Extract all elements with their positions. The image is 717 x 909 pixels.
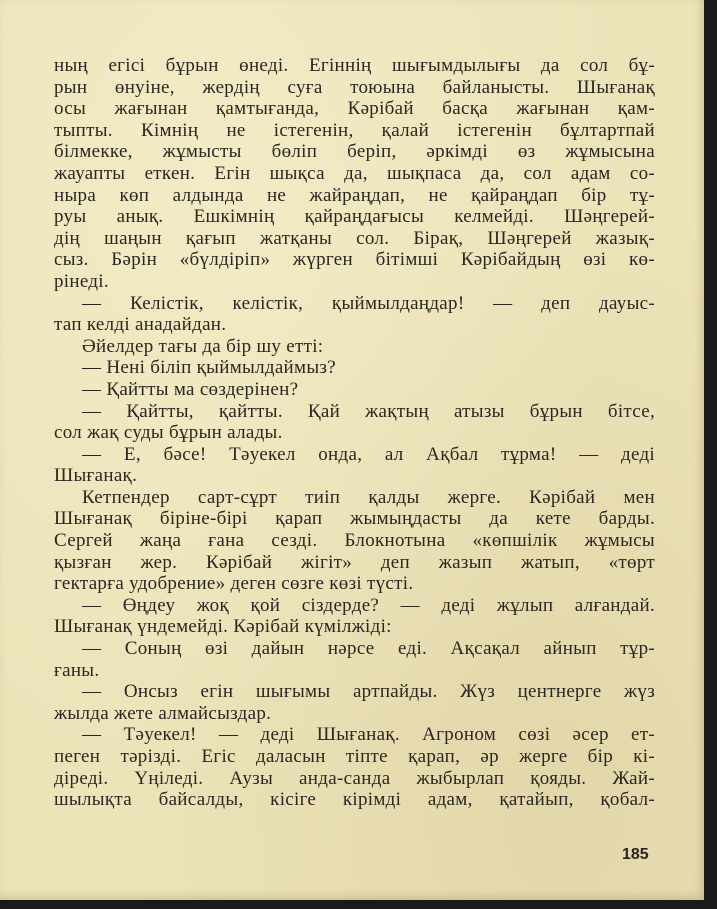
text-line: — Онсыз егін шығымы артпайды. Жүз центнерге жүз	[82, 681, 655, 703]
text-line: Кетпендер сарт-сұрт тиіп қалды жерге. Кәрібай мен	[82, 486, 655, 508]
text-line: — Нені біліп қыймылдаймыз?	[82, 357, 336, 379]
text-line: ның егісі бұрын өнеді. Егіннің шығымдылығы да сол бұ-	[54, 55, 655, 76]
text-line: Шығанақ.	[54, 465, 138, 487]
text-line: рінеді.	[54, 270, 109, 292]
text-line: — Қайтты ма сөздерінен?	[82, 378, 299, 400]
text-line: — Тәуекел! — деді Шығанақ. Агроном сөзі әсер ет-	[82, 724, 655, 746]
text-line: рын өнуіне, жердің суға тоюына байланысты. Шығанақ	[54, 76, 655, 98]
page-number: 185	[622, 846, 649, 863]
text-line: сыз. Бәрін «бүлдіріп» жүрген бітімші Кәрібайдың өзі кө-	[54, 249, 655, 271]
text-line: тап келді анадайдан.	[54, 314, 227, 336]
text-line: жылда жете алмайсыздар.	[54, 702, 272, 724]
text-line: қызған жер. Кәрібай жігіт» деп жазып жатып, «төрт	[54, 551, 655, 573]
text-line: Шығанақ үндемейді. Кәрібай күмілжіді:	[54, 616, 392, 638]
text-line: сол жақ суды бұрын алады.	[54, 422, 283, 444]
text-line: ғаны.	[54, 659, 100, 681]
text-line: ныра көп алдында не жайраңдап, не қайраңдап бір тұ-	[54, 184, 655, 206]
text-line: осы жағынан қамтығанда, Кәрібай басқа жағынан қам-	[54, 98, 655, 120]
text-line: — Қайтты, қайтты. Қай жақтың атызы бұрын бітсе,	[82, 400, 655, 422]
text-line: дің шаңын қағып жатқаны сол. Бірақ, Шәңгерей жазық-	[54, 227, 655, 249]
text-line: тыпты. Кімнің не істегенін, қалай істегенін бұлтартпай	[54, 119, 655, 141]
text-line: Сергей жаңа ғана сезді. Блокнотына «көпшілік жұмысы	[54, 530, 655, 552]
text-line: пеген тәрізді. Егіс даласын тіпте қарап, әр жерге бір кі-	[54, 746, 655, 767]
text-line: Шығанақ біріне-бірі қарап жымыңдасты да кете барды.	[54, 508, 655, 530]
text-line: шылықта байсалды, кісіге кірімді адам, қатайып, қобал-	[54, 789, 655, 811]
text-line: — Келістік, келістік, қыймылдаңдар! — деп дауыс-	[82, 292, 655, 314]
text-line: — Е, бәсе! Тәуекел онда, ал Ақбал тұрма! — деді	[82, 443, 655, 465]
text-line: — Соның өзі дайын нәрсе еді. Ақсақал айнып тұр-	[82, 638, 655, 660]
text-line: руы анық. Ешкімнің қайраңдағысы келмейді. Шәңгерей-	[54, 206, 655, 228]
text-line: білмекке, жұмысты бөліп беріп, әркімді өз жұмысына	[54, 141, 655, 163]
text-line: діреді. Үңіледі. Аузы анда-санда жыбырлап қояды. Жай-	[54, 767, 655, 789]
text-line: жауапты еткен. Егін шықса да, шықпаса да, сол адам со-	[54, 162, 655, 184]
body-text	[54, 55, 655, 811]
text-line: гектарға удобрение» деген сөзге көзі түсті.	[54, 573, 414, 595]
text-line: — Өңдеу жоқ қой сіздерде? — деді жұлып алғандай.	[82, 594, 655, 616]
text-line: Әйелдер тағы да бір шу етті:	[82, 335, 324, 357]
